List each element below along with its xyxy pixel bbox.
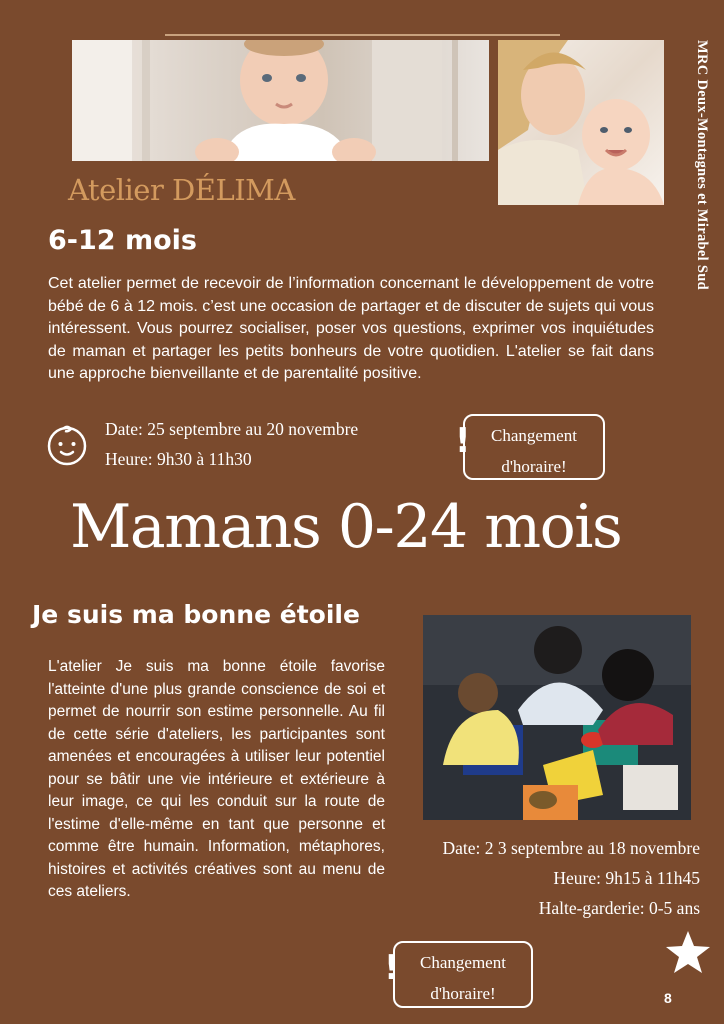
notice-line-1: Changement xyxy=(420,953,506,972)
baby-photo xyxy=(72,40,489,161)
age-range-heading: 6-12 mois xyxy=(48,225,197,256)
atelier-delima-heading: Atelier DÉLIMA xyxy=(68,173,295,207)
baby-face-icon xyxy=(45,423,89,467)
exclamation-icon: ! xyxy=(384,948,400,988)
section-title: Mamans 0-24 mois xyxy=(70,492,622,562)
top-divider-line xyxy=(165,34,560,36)
children-crafts-photo xyxy=(423,615,691,820)
vertical-region-label: MRC Deux-Montagnes et Mirabel Sud xyxy=(694,40,710,290)
mother-baby-photo xyxy=(498,40,664,205)
notice-line-2: d'horaire! xyxy=(501,457,567,476)
notice-line-1: Changement xyxy=(491,426,577,445)
schedule-change-notice-2 xyxy=(393,941,533,1008)
daycare-info: Halte-garderie: 0-5 ans xyxy=(538,898,700,918)
star-icon xyxy=(664,928,712,976)
bonne-etoile-description: L'atelier Je suis ma bonne étoile favorise l'atteinte d'une plus grande conscience de soi et permet de nourrir son estime personnelle. Au fil de cette série d'ateliers, les participantes sont amenées et encouragées à utiliser leur potentiel pour se bâtir une vie intérieure et extérieure à leur image, ce qui les conduit sur la route de l'estime d'elle-même en tant que personne et comme être humain. Information, métaphores, histoires et activités créatives sont au menu de ces ateliers. xyxy=(48,658,385,900)
schedule-change-notice xyxy=(463,414,605,480)
atelier-delima-date: Date: 25 septembre au 20 novembre xyxy=(105,419,359,439)
exclamation-icon: ! xyxy=(455,421,471,461)
bonne-etoile-date: Date: 2 3 septembre au 18 novembre xyxy=(442,838,700,858)
atelier-delima-description: Cet atelier permet de recevoir de l’information concernant le développement de votre bébé de 6 à 12 mois. c’est une occasion de partager et de discuter de sujets qui vous intéressent. Vous pourrez socialiser, poser vos questions, exprimer vos inquiétudes de maman et partager les petits bonheurs de votre quotidien. L'atelier se fait dans une approche bienveillante et de parentalité positive. xyxy=(48,275,654,382)
page-number: 8 xyxy=(664,990,672,1006)
atelier-delima-time: Heure: 9h30 à 11h30 xyxy=(105,449,252,469)
bonne-etoile-time: Heure: 9h15 à 11h45 xyxy=(553,868,700,888)
bonne-etoile-heading: Je suis ma bonne étoile xyxy=(32,600,360,629)
notice-line-2: d'horaire! xyxy=(430,984,496,1003)
